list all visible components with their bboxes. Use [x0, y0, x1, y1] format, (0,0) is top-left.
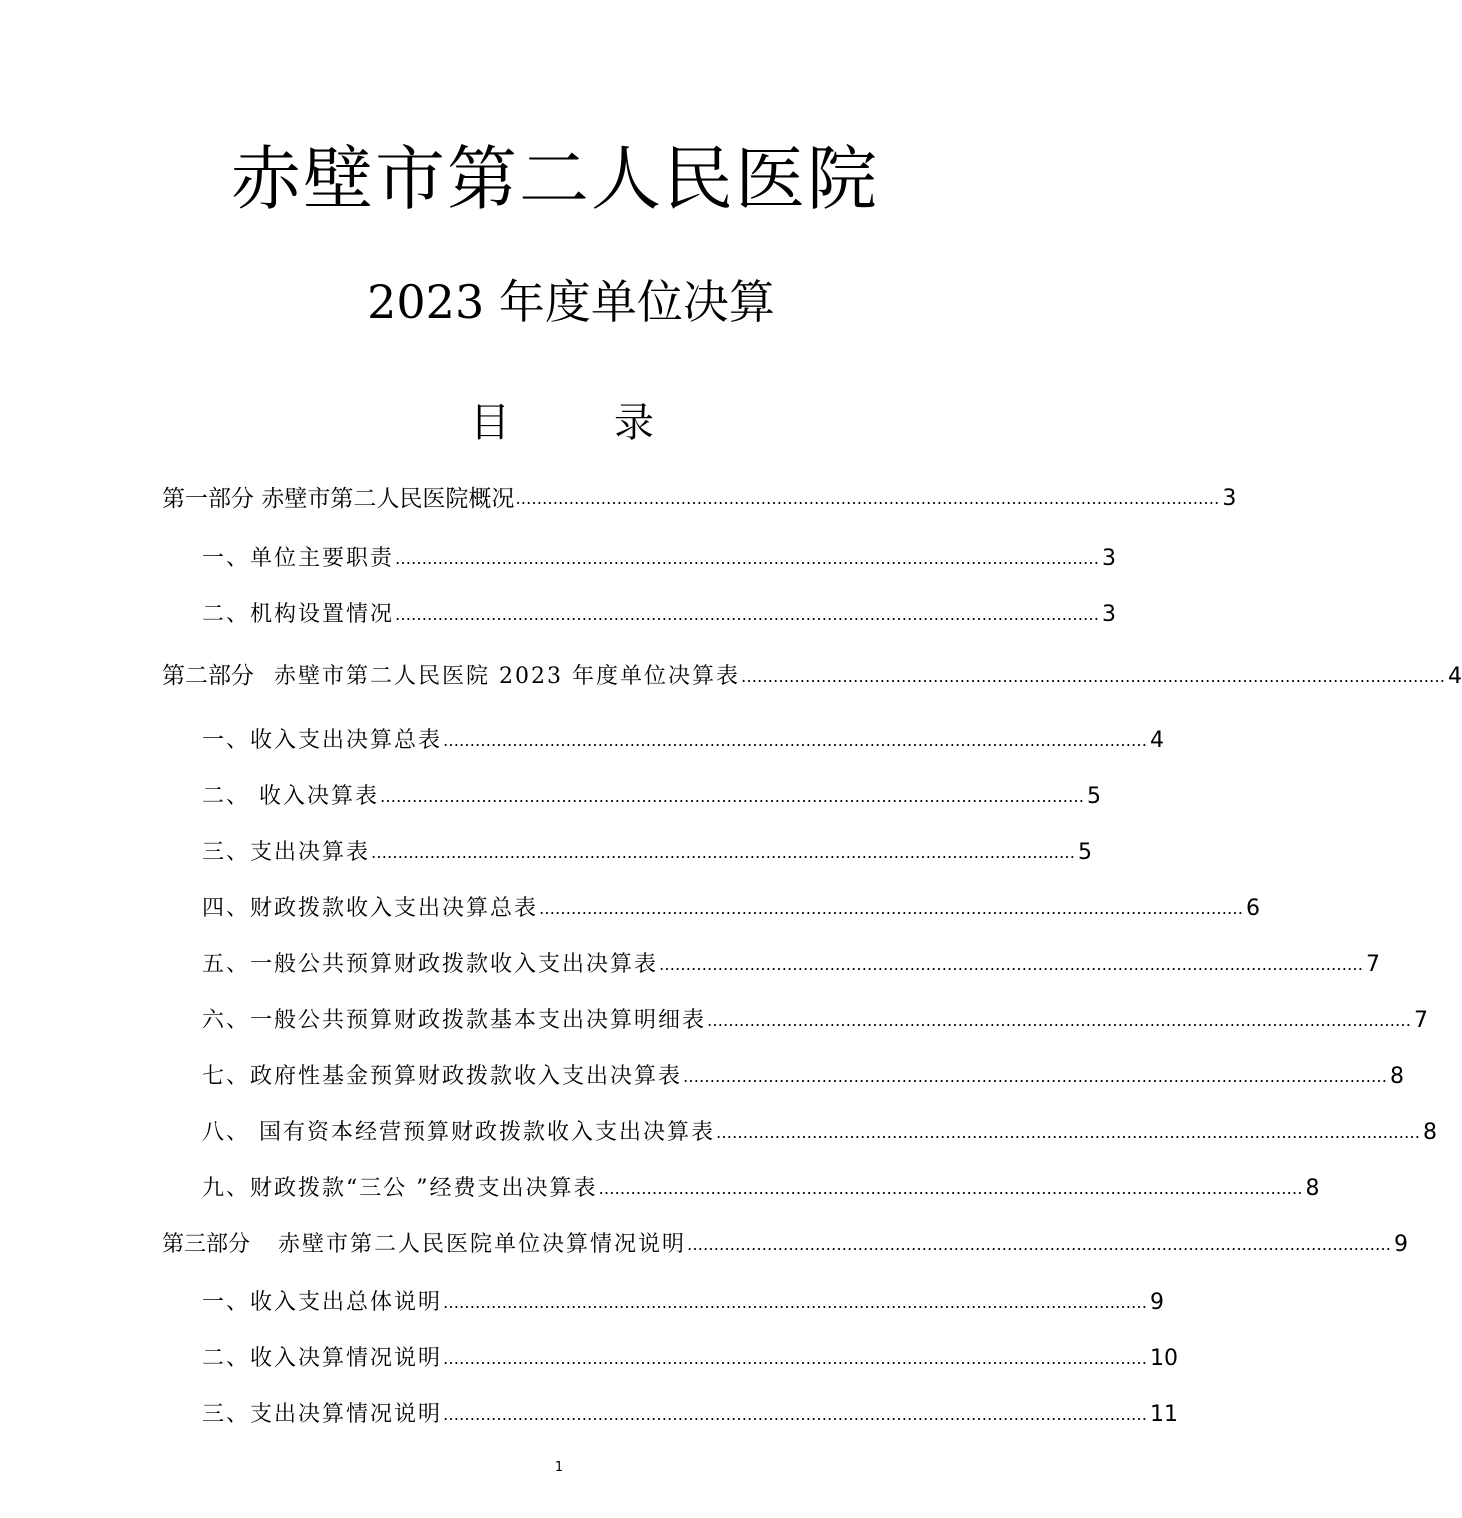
toc-leader-dots: …………………………………………………………………………………………………………………… [380, 787, 1084, 806]
toc-heading-char: 录 [614, 400, 654, 446]
toc-entry-label [162, 1230, 686, 1260]
toc-leader-dots: …………………………………………………………………………………………………………………… [371, 843, 1076, 862]
toc-leader-dots: …………………………………………………………………………………………………………………… [716, 1123, 1420, 1142]
toc-entry[interactable] [202, 944, 1381, 980]
toc-page-number: 8 [1423, 1120, 1437, 1145]
toc-page-number: 5 [1087, 784, 1101, 809]
toc-entry-part-3[interactable] [162, 1224, 1409, 1260]
toc-entry-label: 一、收入支出决算总表 [202, 728, 443, 753]
toc-entry-label: 四、财政拨款收入支出决算总表 [202, 896, 539, 921]
toc-entry-label [162, 484, 514, 514]
toc-entry-label: 九、财政拨款“三公 ”经费支出决算表 [202, 1176, 598, 1201]
toc-entry-text: 赤壁市第二人民医院概况 [261, 486, 515, 512]
toc-part-prefix: 第三部分 [162, 1232, 251, 1257]
toc-part-prefix: 第一部分 [162, 486, 254, 512]
toc-page-number: 7 [1366, 952, 1381, 977]
toc-leader-dots: …………………………………………………………………………………………………………………… [659, 955, 1364, 974]
toc-page-number: 11 [1150, 1402, 1179, 1427]
toc-entry[interactable] [202, 720, 1165, 756]
toc-leader-dots: …………………………………………………………………………………………………………………… [395, 549, 1100, 568]
toc-page-number: 4 [1150, 728, 1165, 753]
toc-leader-dots: …………………………………………………………………………………………………………………… [443, 1405, 1148, 1424]
toc-entry-part-2[interactable] [162, 656, 1462, 692]
toc-entry-label [162, 661, 740, 692]
toc-leader-dots: …………………………………………………………………………………………………………………… [395, 605, 1100, 624]
toc-entry[interactable] [202, 594, 1117, 630]
toc-entry-label: 二、收入决算情况说明 [202, 1346, 443, 1371]
toc-page-number: 8 [1305, 1176, 1320, 1201]
toc-entry-text: 赤壁市第二人民医院 2023 年度单位决算表 [274, 664, 740, 689]
toc-leader-dots: …………………………………………………………………………………………………………………… [598, 1179, 1303, 1198]
toc-page-number: 9 [1394, 1232, 1409, 1257]
toc-entry-label: 七、政府性基金预算财政拨款收入支出决算表 [202, 1064, 683, 1089]
toc-page-number: 6 [1246, 896, 1261, 921]
toc-entry-label: 二、 收入决算表 [202, 784, 379, 809]
toc-page-number: 4 [1447, 664, 1462, 689]
toc-page-number: 3 [1102, 546, 1117, 571]
toc-leader-dots: …………………………………………………………………………………………………………………… [443, 731, 1148, 750]
toc-entry-text: 赤壁市第二人民医院单位决算情况说明 [278, 1232, 687, 1257]
toc-entry-label: 三、支出决算表 [202, 840, 371, 865]
toc-entry[interactable] [202, 538, 1117, 574]
toc-leader-dots: …………………………………………………………………………………………………………………… [515, 489, 1220, 508]
toc-entry[interactable] [202, 776, 1101, 812]
toc-entry[interactable] [202, 888, 1261, 924]
toc-page-number: 7 [1414, 1008, 1429, 1033]
toc-entry[interactable] [202, 1168, 1320, 1204]
toc-page-number: 9 [1150, 1290, 1165, 1315]
toc-part-prefix: 第二部分 [162, 663, 254, 689]
toc-leader-dots: …………………………………………………………………………………………………………………… [683, 1067, 1388, 1086]
toc-entry[interactable] [202, 1338, 1179, 1374]
toc-entry-label: 八、 国有资本经营预算财政拨款收入支出决算表 [202, 1120, 715, 1145]
toc-entry-part-1[interactable] [162, 478, 1237, 514]
toc-entry[interactable] [202, 1056, 1405, 1092]
toc-heading-char: 目 [470, 400, 510, 446]
toc-entry-label: 一、单位主要职责 [202, 546, 395, 571]
toc-leader-dots: …………………………………………………………………………………………………………………… [687, 1235, 1392, 1254]
toc-leader-dots: …………………………………………………………………………………………………………………… [443, 1349, 1148, 1368]
toc-page-number: 8 [1390, 1064, 1405, 1089]
toc-entry[interactable] [202, 832, 1093, 868]
toc-entry[interactable] [202, 1112, 1437, 1148]
toc-entry[interactable] [202, 1394, 1179, 1430]
toc-entry[interactable] [202, 1282, 1165, 1318]
document-subtitle: 2023 年度单位决算 [367, 275, 775, 329]
toc-entry-label: 五、一般公共预算财政拨款收入支出决算表 [202, 952, 659, 977]
toc-entry[interactable] [202, 1000, 1429, 1036]
toc-entry-label: 六、一般公共预算财政拨款基本支出决算明细表 [202, 1008, 707, 1033]
toc-entry-label: 一、收入支出总体说明 [202, 1290, 443, 1315]
toc-leader-dots: …………………………………………………………………………………………………………………… [539, 899, 1244, 918]
page-number: 1 [554, 1460, 564, 1475]
toc-page-number: 3 [1102, 602, 1117, 627]
toc-entry-label: 二、机构设置情况 [202, 602, 395, 627]
toc-page-number: 5 [1078, 840, 1093, 865]
toc-page-number: 10 [1150, 1346, 1179, 1371]
toc-leader-dots: …………………………………………………………………………………………………………………… [443, 1293, 1148, 1312]
toc-entry-label: 三、支出决算情况说明 [202, 1402, 443, 1427]
toc-leader-dots: …………………………………………………………………………………………………………………… [707, 1011, 1412, 1030]
toc-page-number: 3 [1222, 486, 1237, 511]
document-title: 赤壁市第二人民医院 [231, 138, 879, 220]
toc-leader-dots: …………………………………………………………………………………………………………………… [740, 667, 1445, 686]
